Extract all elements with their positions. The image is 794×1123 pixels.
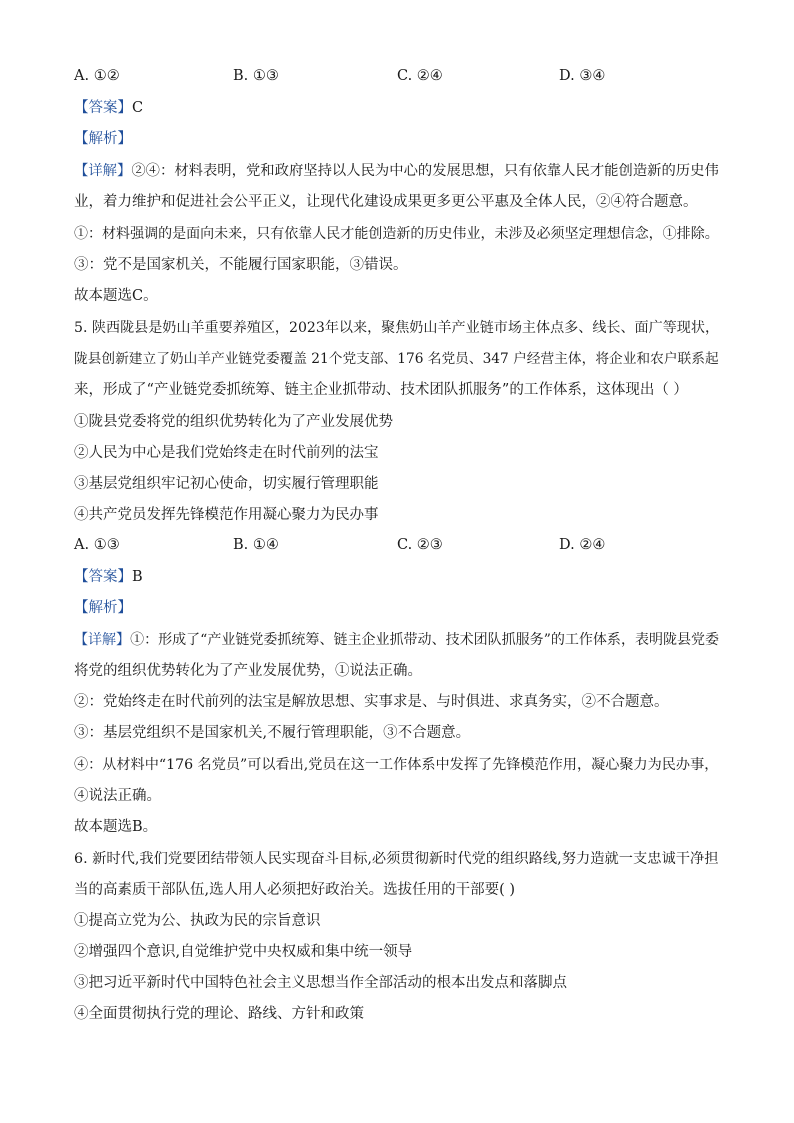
- q5-stem-line-2: 陇县创新建立了奶山羊产业链党委覆盖 21个党支部、176 名党员、347 户经营主体，将企业和农户联系起: [74, 351, 719, 367]
- q5-detail-tag: 【详解】: [74, 632, 131, 648]
- q6-statement-3: ③把习近平新时代中国特色社会主义思想当作全部活动的根本出发点和落脚点: [74, 975, 567, 991]
- q5-answer: B: [132, 569, 143, 585]
- q6-stem-line-1: 6. 新时代,我们党要团结带领人民实现奋斗目标,必须贯彻新时代党的组织路线,努力造就一支忠诚干净担: [74, 851, 719, 867]
- q5-detail-line-3: ②：党始终走在时代前列的法宝是解放思想、实事求是、与时俱进、求真务实，②不合题意。: [74, 694, 669, 710]
- q5-statement-2: ②人民为中心是我们党始终走在时代前列的法宝: [74, 445, 379, 461]
- q6-statement-1: ①提高立党为公、执政为民的宗旨意识: [74, 913, 321, 929]
- q5-option-d: D. ②④: [559, 537, 606, 553]
- q5-answer-line: [74, 567, 724, 587]
- q5-detail-line-1: [74, 630, 724, 650]
- q5-statement-1: ①陇县党委将党的组织优势转化为了产业发展优势: [74, 414, 393, 430]
- q5-detail-line-4: ③：基层党组织不是国家机关,不履行管理职能，③不合题意。: [74, 725, 471, 741]
- q5-detail-text-1: ①：形成了“产业链党委抓统筹、链主企业抓带动、技术团队抓服务”的工作体系，表明陇县党委: [130, 632, 720, 648]
- q5-option-c: C. ②③: [397, 537, 443, 553]
- q4-option-a: A. ①②: [74, 68, 120, 84]
- q4-detail-tag: 【详解】: [74, 163, 132, 179]
- q5-conclusion: 故本题选B。: [74, 819, 158, 835]
- q5-detail-line-2: 将党的组织优势转化为了产业发展优势，①说法正确。: [74, 663, 422, 679]
- q5-option-b: B. ①④: [233, 537, 279, 553]
- q4-detail-line-3: ①：材料强调的是面向未来，只有依靠人民才能创造新的历史伟业，未涉及必须坚定理想信念，①排除。: [74, 226, 719, 242]
- q5-statement-4: ④共产党员发挥先锋模范作用凝心聚力为民办事: [74, 507, 379, 523]
- q4-option-d: D. ③④: [559, 68, 606, 84]
- q4-options: [74, 66, 724, 86]
- q6-statement-4: ④全面贯彻执行党的理论、路线、方针和政策: [74, 1006, 364, 1022]
- q4-option-c: C. ②④: [397, 68, 443, 84]
- q4-answer: C: [132, 100, 144, 116]
- q5-options: [74, 535, 724, 555]
- q5-answer-tag: 【答案】: [74, 569, 132, 585]
- q4-conclusion: 故本题选C。: [74, 288, 158, 304]
- q5-analysis-tag: 【解析】: [74, 600, 132, 616]
- q5-detail-line-6: ④说法正确。: [74, 788, 161, 804]
- q4-answer-line: [74, 98, 724, 118]
- q4-detail-line-2: 业，着力维护和促进社会公平正义，让现代化建设成果更多更公平惠及全体人民，②④符合题意。: [74, 194, 698, 210]
- q4-analysis-tag: 【解析】: [74, 131, 132, 147]
- q5-option-a: A. ①③: [74, 537, 120, 553]
- q4-answer-tag: 【答案】: [74, 100, 132, 116]
- q5-stem-line-1: 5. 陕西陇县是奶山羊重要养殖区，2023年以来，聚焦奶山羊产业链市场主体点多、线长、面广等现状，: [74, 320, 720, 336]
- q6-stem-line-2: 当的高素质干部队伍,选人用人必须把好政治关。选拔任用的干部要( ): [74, 882, 516, 898]
- q5-stem-line-3: 来，形成了“产业链党委抓统筹、链主企业抓带动、技术团队抓服务”的工作体系，这体现出（ ）: [74, 382, 688, 398]
- q5-statement-3: ③基层党组织牢记初心使命，切实履行管理职能: [74, 476, 379, 492]
- q4-detail-text-1: ②④：材料表明，党和政府坚持以人民为中心的发展思想，只有依靠人民才能创造新的历史伟: [131, 163, 719, 179]
- q6-statement-2: ②增强四个意识,自觉维护党中央权威和集中统一领导: [74, 944, 413, 960]
- q5-detail-line-5: ④：从材料中“176 名党员”可以看出,党员在这一工作体系中发挥了先锋模范作用，凝心聚力为民办事，: [74, 757, 719, 773]
- q4-detail-line-4: ③：党不是国家机关，不能履行国家职能，③错误。: [74, 257, 408, 273]
- q4-detail-line-1: [74, 161, 724, 181]
- q4-option-b: B. ①③: [233, 68, 279, 84]
